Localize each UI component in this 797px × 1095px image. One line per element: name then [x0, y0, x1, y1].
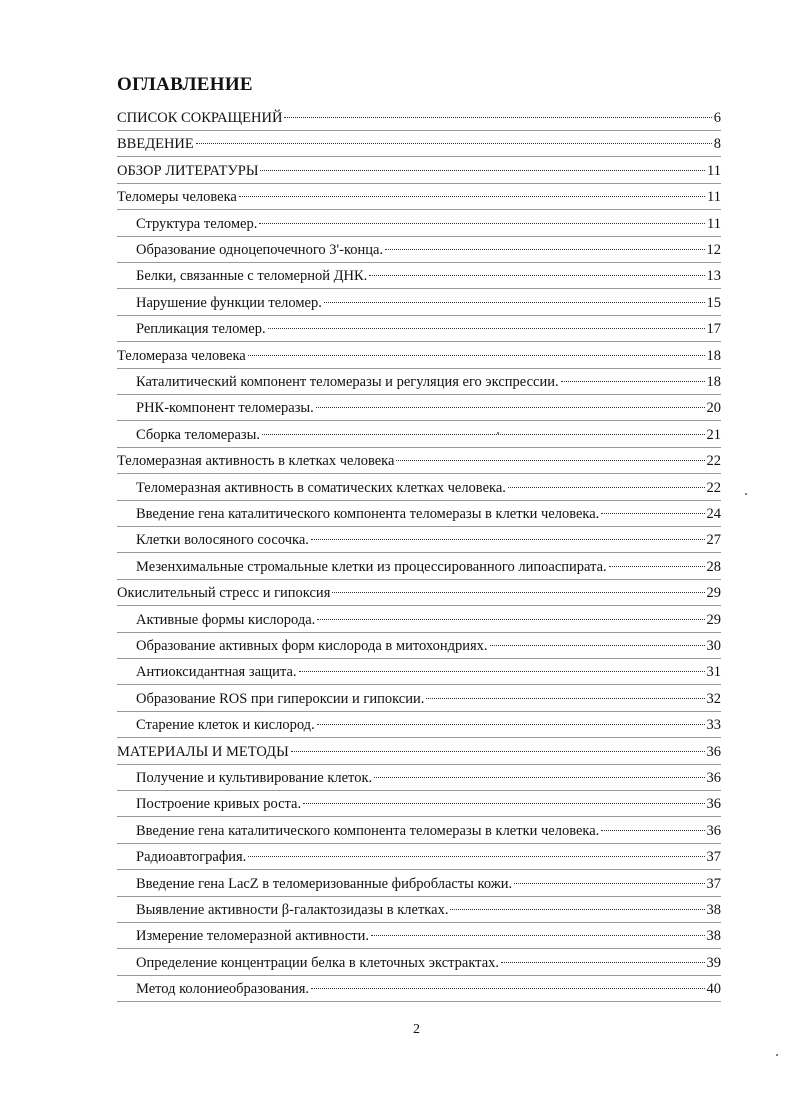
toc-entry: [136, 319, 721, 339]
toc-leader-dots: [317, 619, 704, 620]
row-divider: [117, 236, 721, 237]
toc-entry: [136, 794, 721, 814]
toc-leader-dots: [396, 460, 704, 461]
toc-entry: [117, 451, 721, 471]
row-divider: [117, 843, 721, 844]
row-divider: [117, 552, 721, 553]
toc-entry-label: Клетки волосяного сосочка.: [136, 532, 309, 549]
toc-entry-page: 13: [706, 268, 721, 285]
toc-entry-label: Определение концентрации белка в клеточных экстрактах.: [136, 954, 500, 971]
toc-leader-dots: [601, 830, 704, 831]
toc-entry-label: Белки, связанные с теломерной ДНК.: [136, 268, 368, 285]
toc-entry-page: 30: [706, 638, 721, 654]
toc-entry: [136, 821, 721, 841]
toc-leader-dots: [291, 751, 705, 752]
toc-entry-label: Теломеразная активность в соматических клетках человека.: [136, 479, 506, 496]
row-divider: [117, 341, 721, 342]
toc-entry-label: Введение гена каталитического компонента теломеразы в клетки человека.: [136, 822, 600, 839]
toc-entry-label: Образование активных форм кислорода в митохондриях.: [136, 638, 488, 654]
toc-entry-label: Нарушение функции теломер.: [136, 294, 322, 311]
toc-leader-dots: [514, 883, 704, 884]
row-divider: [117, 447, 721, 448]
toc-leader-dots: [490, 645, 705, 646]
toc-entry-label: Старение клеток и кислород.: [136, 717, 315, 734]
toc-leader-dots: [371, 935, 704, 936]
toc-entry-page: 29: [706, 585, 721, 602]
row-divider: [117, 737, 721, 738]
toc-entry-page: 11: [707, 215, 721, 232]
toc-entry: [136, 425, 721, 445]
toc-entry-page: 15: [706, 294, 721, 311]
toc-entry-label: Введение гена каталитического компонента теломеразы в клетки человека.: [136, 506, 600, 522]
toc-entry-label: Структура теломер.: [136, 215, 258, 232]
toc-entry-label: Активные формы кислорода.: [136, 611, 316, 628]
toc-leader-dots: [284, 117, 711, 118]
toc-entry: [117, 187, 721, 207]
toc-entry-label: МАТЕРИАЛЫ И МЕТОДЫ: [117, 743, 289, 760]
row-divider: [117, 473, 721, 474]
toc-leader-dots: [311, 539, 705, 540]
toc-leader-dots: [609, 566, 705, 567]
row-divider: [117, 500, 721, 501]
toc-entry-page: 37: [706, 875, 721, 892]
row-divider: [117, 605, 721, 606]
toc-entry-page: 33: [706, 717, 721, 734]
row-divider: [117, 420, 721, 421]
toc-entry-page: 18: [706, 347, 721, 364]
row-divider: [117, 922, 721, 923]
row-divider: [117, 315, 721, 316]
row-divider: [117, 209, 721, 210]
toc-entry: [136, 478, 721, 498]
toc-entry-page: 36: [706, 743, 721, 760]
toc-entry: [136, 398, 721, 418]
toc-entry-page: 20: [706, 400, 721, 417]
toc-entry: [136, 240, 721, 260]
page-title: ОГЛАВЛЕНИЕ: [117, 74, 253, 95]
toc-entry: [136, 372, 721, 392]
row-divider: [117, 975, 721, 976]
scan-speck: [776, 1054, 778, 1056]
toc-entry-page: 22: [706, 479, 721, 496]
toc-entry-label: Образование ROS при гипероксии и гипоксии.: [136, 690, 425, 707]
toc-leader-dots: [508, 487, 705, 488]
toc-entry: [117, 161, 721, 181]
row-divider: [117, 658, 721, 659]
toc-entry-label: Теломераза человека: [117, 347, 246, 364]
row-divider: [117, 288, 721, 289]
row-divider: [117, 183, 721, 184]
row-divider: [117, 684, 721, 685]
toc-leader-dots: [426, 698, 704, 699]
toc-entry-page: 38: [706, 928, 721, 945]
toc-leader-dots: [369, 275, 704, 276]
toc-leader-dots: [332, 592, 704, 593]
toc-leader-dots: [316, 407, 705, 408]
toc-entry-page: 17: [706, 321, 721, 338]
toc-entry: [136, 715, 721, 735]
row-divider: [117, 262, 721, 263]
toc-entry-page: 28: [706, 558, 721, 575]
toc-leader-dots: [196, 143, 712, 144]
row-divider: [117, 948, 721, 949]
toc-leader-dots: [317, 724, 705, 725]
toc-entry: [117, 346, 721, 366]
toc-entry: [136, 636, 721, 656]
row-divider: [117, 394, 721, 395]
toc-leader-dots: [311, 988, 704, 989]
row-divider: [117, 368, 721, 369]
row-divider: [117, 130, 721, 131]
toc-leader-dots: [248, 355, 705, 356]
toc-entry-label: Каталитический компонент теломеразы и регуляция его экспрессии.: [136, 374, 559, 390]
toc-leader-dots: [601, 513, 704, 514]
toc-entry: [117, 134, 721, 154]
row-divider: [117, 816, 721, 817]
toc-leader-dots: [268, 328, 705, 329]
toc-entry-page: 38: [706, 902, 721, 918]
toc-entry-page: 27: [706, 532, 721, 549]
toc-entry-page: 31: [706, 664, 721, 681]
toc-entry-label: Радиоавтография.: [136, 849, 247, 866]
toc-entry-page: 21: [706, 426, 721, 443]
toc-entry: [136, 530, 721, 550]
row-divider: [117, 711, 721, 712]
toc-entry-label: Теломеры человека: [117, 189, 237, 206]
toc-leader-dots: [450, 909, 704, 910]
toc-entry-page: 40: [706, 981, 721, 998]
toc-entry-label: Теломеразная активность в клетках человека: [117, 453, 395, 470]
toc-leader-dots: [561, 381, 705, 382]
toc-entry: [136, 847, 721, 867]
toc-entry-page: 32: [706, 690, 721, 707]
row-divider: [117, 869, 721, 870]
toc-entry-label: Антиоксидантная защита.: [136, 664, 297, 681]
toc-entry-page: 36: [706, 796, 721, 813]
toc-entry-label: Сборка теломеразы.: [136, 426, 260, 443]
row-divider: [117, 526, 721, 527]
toc-leader-dots: [374, 777, 704, 778]
row-divider: [117, 632, 721, 633]
toc-entry: [136, 953, 721, 973]
toc-leader-dots: [259, 223, 705, 224]
toc-leader-dots: [501, 962, 704, 963]
toc-leader-dots: [262, 434, 705, 435]
toc-entry-page: 29: [706, 611, 721, 628]
toc-leader-dots: [299, 671, 705, 672]
toc-entry-label: Окислительный стресс и гипоксия: [117, 585, 331, 602]
toc-entry: [136, 504, 721, 524]
toc-entry: [117, 583, 721, 603]
toc-entry-page: 36: [706, 822, 721, 839]
toc-leader-dots: [324, 302, 705, 303]
toc-entry-label: Метод колониеобразования.: [136, 981, 310, 998]
toc-entry: [136, 900, 721, 920]
row-divider: [117, 764, 721, 765]
toc-entry-page: 6: [713, 110, 721, 126]
toc-entry-page: 8: [713, 136, 721, 153]
toc-entry-label: Получение и культивирование клеток.: [136, 770, 373, 786]
toc-entry-page: 39: [706, 954, 721, 971]
toc-entry: [136, 214, 721, 234]
scan-speck: [745, 493, 747, 495]
toc-entry-label: Выявление активности β-галактозидазы в клетках.: [136, 902, 449, 918]
page-number: 2: [413, 1022, 420, 1037]
toc-entry-label: Построение кривых роста.: [136, 796, 302, 813]
row-divider: [117, 156, 721, 157]
toc-entry: [136, 689, 721, 709]
toc-entry-label: Введение гена LacZ в теломеризованные фибробласты кожи.: [136, 875, 513, 892]
toc-entry-page: 11: [707, 162, 721, 179]
toc-entry: [136, 293, 721, 313]
toc-leader-dots: [248, 856, 704, 857]
toc-entry: [136, 557, 721, 577]
toc-entry-label: ОБЗОР ЛИТЕРАТУРЫ: [117, 162, 259, 179]
toc-entry-page: 36: [706, 770, 721, 786]
toc-entry: [136, 662, 721, 682]
toc-leader-dots: [239, 196, 705, 197]
row-divider: [117, 790, 721, 791]
toc-entry: [136, 926, 721, 946]
toc-entry: [117, 108, 721, 128]
toc-entry: [136, 266, 721, 286]
scan-speck: [497, 432, 499, 434]
toc-entry-label: Мезенхимальные стромальные клетки из процессированного липоаспирата.: [136, 558, 607, 575]
toc-entry: [136, 979, 721, 999]
toc-entry-label: ВВЕДЕНИЕ: [117, 136, 194, 153]
toc-leader-dots: [260, 170, 705, 171]
toc-entry-label: Репликация теломер.: [136, 321, 266, 338]
toc-entry-label: РНК-компонент теломеразы.: [136, 400, 314, 417]
toc-entry-page: 37: [706, 849, 721, 866]
toc-entry-label: СПИСОК СОКРАЩЕНИЙ: [117, 110, 283, 126]
toc-leader-dots: [303, 803, 704, 804]
toc-entry: [117, 742, 721, 762]
toc-entry-page: 11: [707, 189, 721, 206]
toc-entry: [136, 610, 721, 630]
toc-entry-label: Образование одноцепочечного 3'-конца.: [136, 242, 384, 258]
row-divider: [117, 896, 721, 897]
toc-entry: [136, 768, 721, 788]
toc-entry-page: 12: [706, 242, 721, 258]
toc-leader-dots: [385, 249, 704, 250]
toc-entry-page: 24: [706, 506, 721, 522]
row-divider: [117, 1001, 721, 1002]
toc-entry-label: Измерение теломеразной активности.: [136, 928, 370, 945]
toc-entry-page: 22: [706, 453, 721, 470]
row-divider: [117, 579, 721, 580]
toc-entry-page: 18: [706, 374, 721, 390]
toc-entry: [136, 874, 721, 894]
